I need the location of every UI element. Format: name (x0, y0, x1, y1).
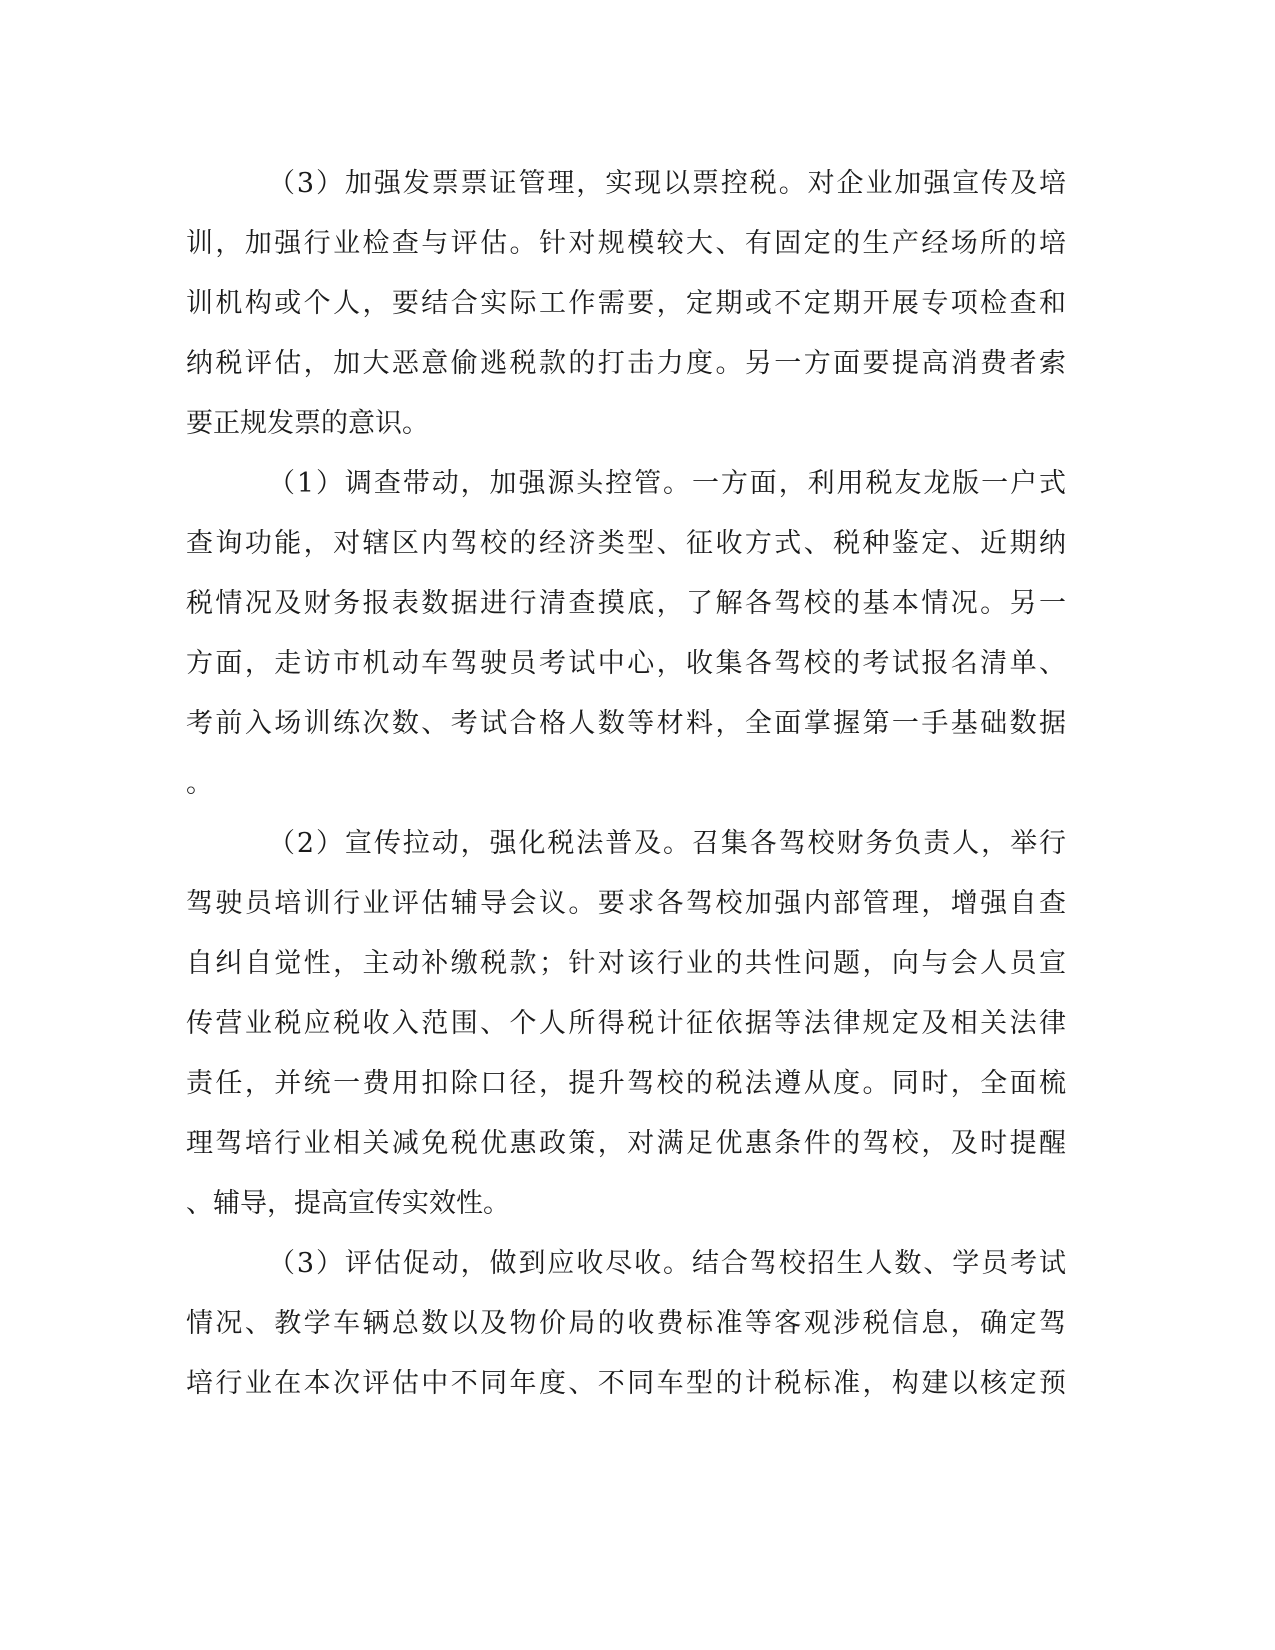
document-body (186, 154, 1066, 1414)
text-line: 考前入场训练次数、考试合格人数等材料，全面掌握第一手基础数据 (186, 708, 1066, 739)
text-line: 培行业在本次评估中不同年度、不同车型的计税标准，构建以核定预 (186, 1368, 1066, 1399)
text-line: 训，加强行业检查与评估。针对规模较大、有固定的生产经场所的培 (186, 228, 1066, 259)
paragraph-publicity (186, 814, 1066, 1234)
text-line: 驾驶员培训行业评估辅导会议。要求各驾校加强内部管理，增强自查 (186, 888, 1066, 919)
text-line: 训机构或个人，要结合实际工作需要，定期或不定期开展专项检查和 (186, 288, 1066, 319)
text-line: 自纠自觉性，主动补缴税款；针对该行业的共性问题，向与会人员宣 (186, 948, 1066, 979)
paragraph-investigation (186, 454, 1066, 814)
text-line: 要正规发票的意识。 (186, 408, 429, 439)
text-line: （1）调查带动，加强源头控管。一方面，利用税友龙版一户式 (268, 468, 1066, 499)
text-line: 、辅导，提高宣传实效性。 (186, 1188, 510, 1219)
text-line: （3）加强发票票证管理，实现以票控税。对企业加强宣传及培 (268, 168, 1066, 199)
text-line: 理驾培行业相关减免税优惠政策，对满足优惠条件的驾校，及时提醒 (186, 1128, 1066, 1159)
paragraph-invoice-management (186, 154, 1066, 454)
paragraph-assessment (186, 1234, 1066, 1414)
text-line: （2）宣传拉动，强化税法普及。召集各驾校财务负责人，举行 (268, 828, 1066, 859)
text-line: （3）评估促动，做到应收尽收。结合驾校招生人数、学员考试 (268, 1248, 1066, 1279)
text-line: 。 (186, 768, 213, 799)
text-line: 方面，走访市机动车驾驶员考试中心，收集各驾校的考试报名清单、 (186, 648, 1066, 679)
text-line: 税情况及财务报表数据进行清查摸底，了解各驾校的基本情况。另一 (186, 588, 1066, 619)
text-line: 查询功能，对辖区内驾校的经济类型、征收方式、税种鉴定、近期纳 (186, 528, 1066, 559)
text-line: 情况、教学车辆总数以及物价局的收费标准等客观涉税信息，确定驾 (186, 1308, 1066, 1339)
text-line: 传营业税应税收入范围、个人所得税计征依据等法律规定及相关法律 (186, 1008, 1066, 1039)
text-line: 责任，并统一费用扣除口径，提升驾校的税法遵从度。同时，全面梳 (186, 1068, 1066, 1099)
text-line: 纳税评估，加大恶意偷逃税款的打击力度。另一方面要提高消费者索 (186, 348, 1066, 379)
